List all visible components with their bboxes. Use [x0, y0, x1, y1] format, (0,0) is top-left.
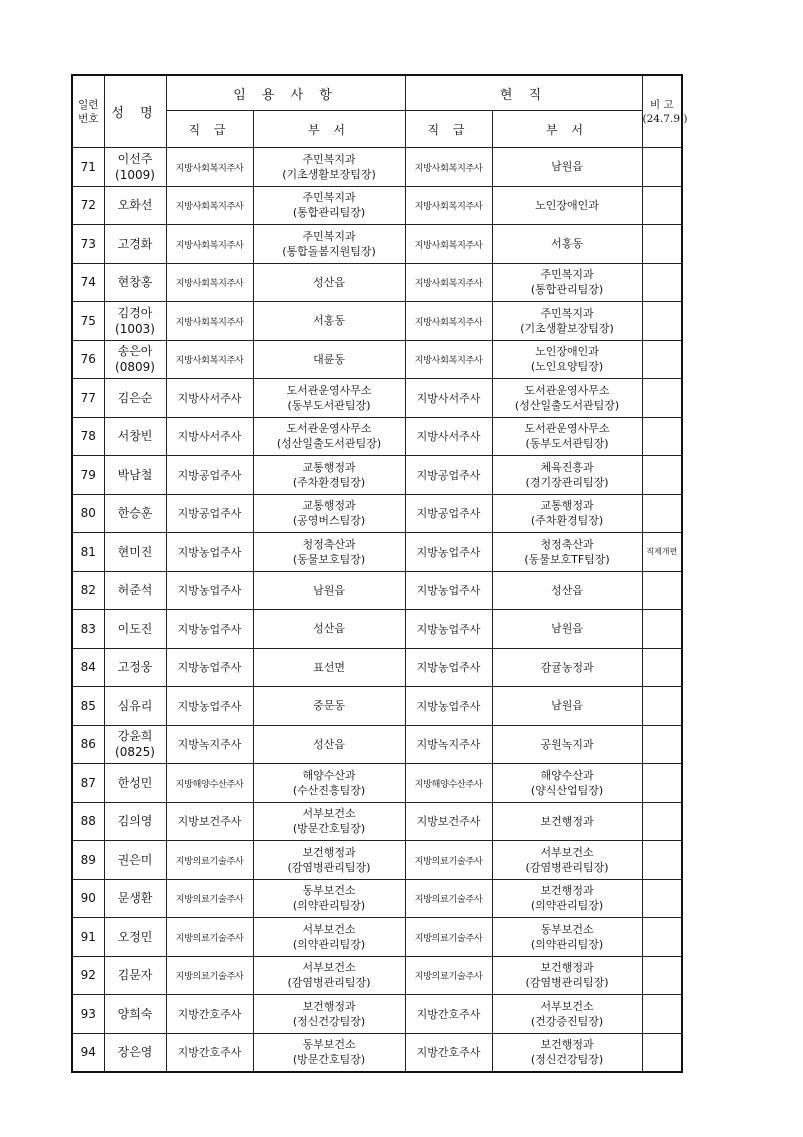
header-new-department: 부 서 [253, 111, 405, 148]
new-department: 해양수산과 (수산진흥팀장) [253, 764, 405, 803]
new-department: 중문동 [253, 687, 405, 726]
new-rank: 지방의료기술주사 [166, 879, 253, 918]
person-name: 양희숙 [104, 995, 166, 1034]
new-department: 주민복지과 (통합관리팀장) [253, 186, 405, 225]
current-rank: 지방의료기술주사 [405, 956, 492, 995]
new-rank: 지방녹지주사 [166, 725, 253, 764]
current-rank: 지방사서주사 [405, 417, 492, 456]
row-number: 78 [72, 417, 104, 456]
remarks [642, 956, 682, 995]
new-department: 서부보건소 (의약관리팀장) [253, 918, 405, 957]
remarks [642, 340, 682, 379]
row-number: 72 [72, 186, 104, 225]
row-number: 94 [72, 1033, 104, 1072]
remarks: 직제개편 [642, 533, 682, 572]
current-rank: 지방사회복지주사 [405, 225, 492, 264]
table-row [72, 225, 682, 264]
person-name: 문생환 [104, 879, 166, 918]
table-row [72, 1033, 682, 1072]
person-name: 오화선 [104, 186, 166, 225]
table-row [72, 802, 682, 841]
current-department: 보건행정과 [492, 802, 642, 841]
new-department: 청정축산과 (동물보호팀장) [253, 533, 405, 572]
table-row [72, 687, 682, 726]
new-department: 주민복지과 (기초생활보장팀장) [253, 148, 405, 187]
table-row [72, 648, 682, 687]
new-rank: 지방농업주사 [166, 571, 253, 610]
new-department: 표선면 [253, 648, 405, 687]
person-name: 김의영 [104, 802, 166, 841]
table-row [72, 610, 682, 649]
current-department: 보건행정과 (의약관리팀장) [492, 879, 642, 918]
new-rank: 지방농업주사 [166, 687, 253, 726]
new-rank: 지방보건주사 [166, 802, 253, 841]
person-name: 장은영 [104, 1033, 166, 1072]
appointment-table [71, 74, 688, 1073]
row-number: 75 [72, 302, 104, 341]
remarks [642, 263, 682, 302]
header-serial-no: 일련 번호 [72, 75, 104, 148]
new-rank: 지방공업주사 [166, 494, 253, 533]
new-rank: 지방의료기술주사 [166, 918, 253, 957]
table-row [72, 879, 682, 918]
current-rank: 지방농업주사 [405, 533, 492, 572]
table-row [72, 302, 682, 341]
person-name: 권은미 [104, 841, 166, 880]
remarks [642, 302, 682, 341]
row-number: 85 [72, 687, 104, 726]
current-rank: 지방해양수산주사 [405, 764, 492, 803]
current-department: 감귤농정과 [492, 648, 642, 687]
remarks [642, 417, 682, 456]
new-department: 주민복지과 (통합돌봄지원팀장) [253, 225, 405, 264]
remarks [642, 841, 682, 880]
row-number: 90 [72, 879, 104, 918]
current-rank: 지방사회복지주사 [405, 148, 492, 187]
current-department: 체육진흥과 (경기장관리팀장) [492, 456, 642, 495]
new-rank: 지방의료기술주사 [166, 841, 253, 880]
person-name: 서창빈 [104, 417, 166, 456]
current-rank: 지방사회복지주사 [405, 340, 492, 379]
remarks [642, 1033, 682, 1072]
table-row [72, 148, 682, 187]
person-name: 고정웅 [104, 648, 166, 687]
current-department: 남원읍 [492, 687, 642, 726]
current-rank: 지방농업주사 [405, 648, 492, 687]
row-number: 88 [72, 802, 104, 841]
header-new-rank: 직 급 [166, 111, 253, 148]
current-rank: 지방농업주사 [405, 571, 492, 610]
current-rank: 지방농업주사 [405, 610, 492, 649]
current-rank: 지방공업주사 [405, 456, 492, 495]
current-department: 도서관운영사무소 (동부도서관팀장) [492, 417, 642, 456]
table-row [72, 725, 682, 764]
remarks [642, 494, 682, 533]
current-department: 해양수산과 (양식산업팀장) [492, 764, 642, 803]
person-name: 김은순 [104, 379, 166, 418]
person-name: 김문자 [104, 956, 166, 995]
new-rank: 지방간호주사 [166, 1033, 253, 1072]
new-department: 도서관운영사무소 (성산일출도서관팀장) [253, 417, 405, 456]
header-current-department: 부 서 [492, 111, 642, 148]
current-rank: 지방보건주사 [405, 802, 492, 841]
current-department: 청정축산과 (동물보호TF팀장) [492, 533, 642, 572]
new-rank: 지방사서주사 [166, 379, 253, 418]
current-rank: 지방사회복지주사 [405, 263, 492, 302]
person-name: 고경화 [104, 225, 166, 264]
table-row [72, 841, 682, 880]
table-row [72, 918, 682, 957]
person-name: 허준석 [104, 571, 166, 610]
remarks [642, 918, 682, 957]
header-current-position: 현 직 [405, 75, 642, 111]
new-rank: 지방농업주사 [166, 648, 253, 687]
current-rank: 지방사회복지주사 [405, 302, 492, 341]
person-name: 오정민 [104, 918, 166, 957]
person-name: 이도진 [104, 610, 166, 649]
table-row [72, 956, 682, 995]
row-number: 93 [72, 995, 104, 1034]
current-department: 주민복지과 (통합관리팀장) [492, 263, 642, 302]
current-department: 공원녹지과 [492, 725, 642, 764]
header-current-rank: 직 급 [405, 111, 492, 148]
current-department: 노인장애인과 (노인요양팀장) [492, 340, 642, 379]
new-department: 보건행정과 (감염병관리팀장) [253, 841, 405, 880]
row-number: 71 [72, 148, 104, 187]
person-name: 김경아 (1003) [104, 302, 166, 341]
row-number: 76 [72, 340, 104, 379]
new-department: 서홍동 [253, 302, 405, 341]
new-department: 동부보건소 (방문간호팀장) [253, 1033, 405, 1072]
new-rank: 지방사서주사 [166, 417, 253, 456]
row-number: 87 [72, 764, 104, 803]
current-rank: 지방간호주사 [405, 1033, 492, 1072]
new-rank: 지방간호주사 [166, 995, 253, 1034]
new-rank: 지방농업주사 [166, 610, 253, 649]
current-rank: 지방농업주사 [405, 687, 492, 726]
new-department: 서부보건소 (감염병관리팀장) [253, 956, 405, 995]
row-number: 79 [72, 456, 104, 495]
current-department: 노인장애인과 [492, 186, 642, 225]
table-row [72, 571, 682, 610]
current-department: 남원읍 [492, 148, 642, 187]
row-number: 92 [72, 956, 104, 995]
person-name: 한성민 [104, 764, 166, 803]
current-rank: 지방공업주사 [405, 494, 492, 533]
table-row [72, 533, 682, 572]
row-number: 80 [72, 494, 104, 533]
new-department: 성산읍 [253, 725, 405, 764]
table-row [72, 494, 682, 533]
new-rank: 지방농업주사 [166, 533, 253, 572]
current-department: 도서관운영사무소 (성산일출도서관팀장) [492, 379, 642, 418]
new-rank: 지방사회복지주사 [166, 302, 253, 341]
remarks [642, 648, 682, 687]
current-department: 보건행정과 (정신건강팀장) [492, 1033, 642, 1072]
current-rank: 지방녹지주사 [405, 725, 492, 764]
new-rank: 지방사회복지주사 [166, 186, 253, 225]
current-rank: 지방간호주사 [405, 995, 492, 1034]
person-name: 현창홍 [104, 263, 166, 302]
new-rank: 지방사회복지주사 [166, 340, 253, 379]
current-rank: 지방의료기술주사 [405, 918, 492, 957]
row-number: 84 [72, 648, 104, 687]
current-department: 주민복지과 (기초생활보장팀장) [492, 302, 642, 341]
current-department: 동부보건소 (의약관리팀장) [492, 918, 642, 957]
remarks [642, 225, 682, 264]
row-number: 73 [72, 225, 104, 264]
remarks [642, 571, 682, 610]
person-name: 박남철 [104, 456, 166, 495]
current-department: 성산읍 [492, 571, 642, 610]
table-body [72, 148, 682, 1072]
table-row [72, 379, 682, 418]
person-name: 심유리 [104, 687, 166, 726]
row-number: 74 [72, 263, 104, 302]
current-rank: 지방사회복지주사 [405, 186, 492, 225]
new-department: 교통행정과 (주차환경팀장) [253, 456, 405, 495]
new-department: 성산읍 [253, 263, 405, 302]
remarks [642, 802, 682, 841]
new-rank: 지방의료기술주사 [166, 956, 253, 995]
new-rank: 지방공업주사 [166, 456, 253, 495]
current-rank: 지방의료기술주사 [405, 841, 492, 880]
remarks [642, 725, 682, 764]
header-appointment: 임 용 사 항 [166, 75, 405, 111]
row-number: 86 [72, 725, 104, 764]
new-department: 대륜동 [253, 340, 405, 379]
table-row [72, 340, 682, 379]
header-name: 성 명 [104, 75, 166, 148]
person-name: 한승훈 [104, 494, 166, 533]
row-number: 83 [72, 610, 104, 649]
current-rank: 지방의료기술주사 [405, 879, 492, 918]
remarks [642, 687, 682, 726]
current-department: 교통행정과 (주차환경팀장) [492, 494, 642, 533]
current-rank: 지방사서주사 [405, 379, 492, 418]
current-department: 서부보건소 (건강증진팀장) [492, 995, 642, 1034]
table-row [72, 263, 682, 302]
row-number: 89 [72, 841, 104, 880]
current-department: 서홍동 [492, 225, 642, 264]
remarks [642, 379, 682, 418]
new-department: 남원읍 [253, 571, 405, 610]
new-department: 보건행정과 (정신건강팀장) [253, 995, 405, 1034]
new-department: 서부보건소 (방문간호팀장) [253, 802, 405, 841]
table-row [72, 456, 682, 495]
new-rank: 지방사회복지주사 [166, 148, 253, 187]
current-department: 서부보건소 (감염병관리팀장) [492, 841, 642, 880]
row-number: 91 [72, 918, 104, 957]
table-row [72, 186, 682, 225]
row-number: 77 [72, 379, 104, 418]
person-name: 이선주 (1009) [104, 148, 166, 187]
new-rank: 지방사회복지주사 [166, 263, 253, 302]
remarks [642, 148, 682, 187]
remarks [642, 610, 682, 649]
row-number: 81 [72, 533, 104, 572]
current-department: 남원읍 [492, 610, 642, 649]
person-name: 강윤희 (0825) [104, 725, 166, 764]
current-department: 보건행정과 (감염병관리팀장) [492, 956, 642, 995]
new-department: 교통행정과 (공영버스팀장) [253, 494, 405, 533]
table-row [72, 764, 682, 803]
new-department: 도서관운영사무소 (동부도서관팀장) [253, 379, 405, 418]
new-department: 성산읍 [253, 610, 405, 649]
person-name: 현미진 [104, 533, 166, 572]
remarks [642, 879, 682, 918]
row-number: 82 [72, 571, 104, 610]
new-rank: 지방사회복지주사 [166, 225, 253, 264]
remarks [642, 995, 682, 1034]
remarks [642, 456, 682, 495]
remarks [642, 186, 682, 225]
header-remarks: 비 고 (24.7.9.) [642, 75, 682, 148]
table-row [72, 417, 682, 456]
table-row [72, 995, 682, 1034]
new-rank: 지방해양수산주사 [166, 764, 253, 803]
person-name: 송은아 (0809) [104, 340, 166, 379]
new-department: 동부보건소 (의약관리팀장) [253, 879, 405, 918]
remarks [642, 764, 682, 803]
